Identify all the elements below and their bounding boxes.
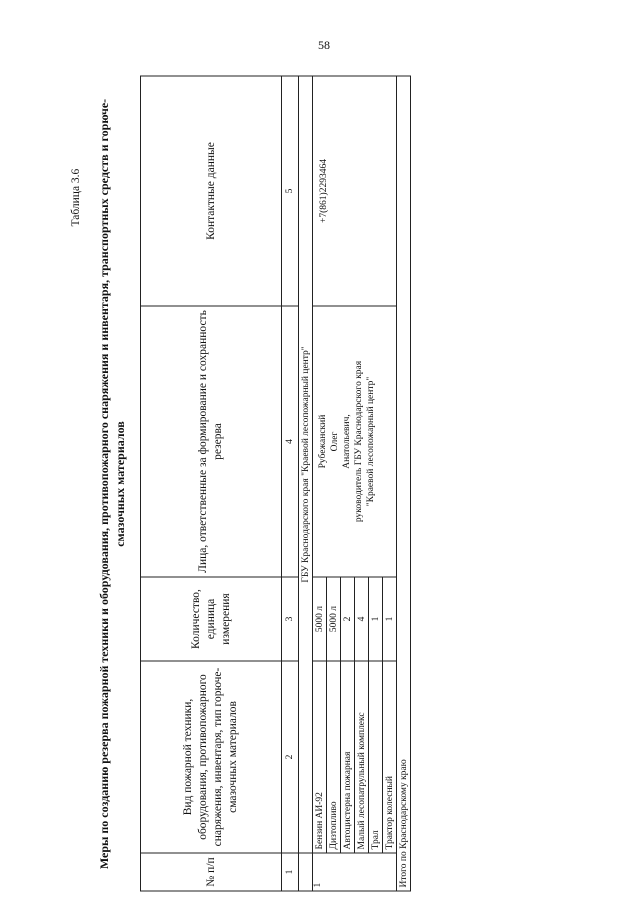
item-name: Трактор колесный (383, 661, 397, 853)
header-row (141, 76, 282, 891)
reserve-table (140, 76, 411, 892)
header-contacts: Контактные данные (141, 76, 282, 306)
section-header-row (299, 76, 313, 891)
total-label: Итого по Краснодарскому краю (397, 76, 411, 891)
column-number: 3 (282, 577, 299, 661)
responsible-line: Рубежанский (318, 414, 328, 469)
item-quantity: 4 (355, 577, 369, 661)
table-row (313, 76, 327, 891)
contact-info: +7(861)2293464 (313, 76, 397, 306)
header-number: № п/п (141, 853, 282, 891)
item-quantity: 5000 л (313, 577, 327, 661)
column-number: 1 (282, 853, 299, 891)
item-name: Бензин АИ-92 (313, 661, 327, 853)
item-quantity: 1 (383, 577, 397, 661)
table-caption: Таблица 3.6 (70, 168, 82, 227)
column-number: 4 (282, 306, 299, 577)
section-header: ГБУ Краснодарского края "Краевой лесопожарный центр" (299, 76, 313, 853)
responsible-line: "Краевой лесопожарный центр" (366, 376, 376, 507)
item-name: Малый лесопатрульный комплекс (355, 661, 369, 853)
table-title: Меры по созданию резерва пожарной техники и оборудования, противопожарного снаряжения и инвентаря, транспортных средств и горюче-смазочных материалов (97, 98, 127, 870)
page-number: 58 (318, 38, 330, 52)
responsible-line: Анатольевич, (342, 414, 352, 469)
column-numbers-row (282, 76, 299, 891)
item-quantity: 5000 л (327, 577, 341, 661)
total-row (397, 76, 411, 891)
header-responsible: Лица, ответственные за формирование и сохранность резерва (141, 306, 282, 577)
item-name: Трал (369, 661, 383, 853)
responsible-person (313, 306, 397, 577)
item-name: Автоцистерна пожарная (341, 661, 355, 853)
row-number: 1 (313, 853, 397, 891)
header-equipment-type: Вид пожарной техники, оборудования, противопожарного снаряжения, инвентаря, тип горюче-смазочных материалов (141, 661, 282, 853)
responsible-line: руководитель ГБУ Краснодарского края (354, 360, 364, 523)
responsible-line: Олег (330, 431, 340, 452)
item-name: Дизтопливо (327, 661, 341, 853)
item-quantity: 1 (369, 577, 383, 661)
column-number: 5 (282, 76, 299, 306)
rotated-page-content (70, 77, 570, 892)
header-quantity: Количество, единица измерения (141, 577, 282, 661)
column-number: 2 (282, 661, 299, 853)
item-quantity: 2 (341, 577, 355, 661)
section-empty-cell (299, 853, 313, 891)
